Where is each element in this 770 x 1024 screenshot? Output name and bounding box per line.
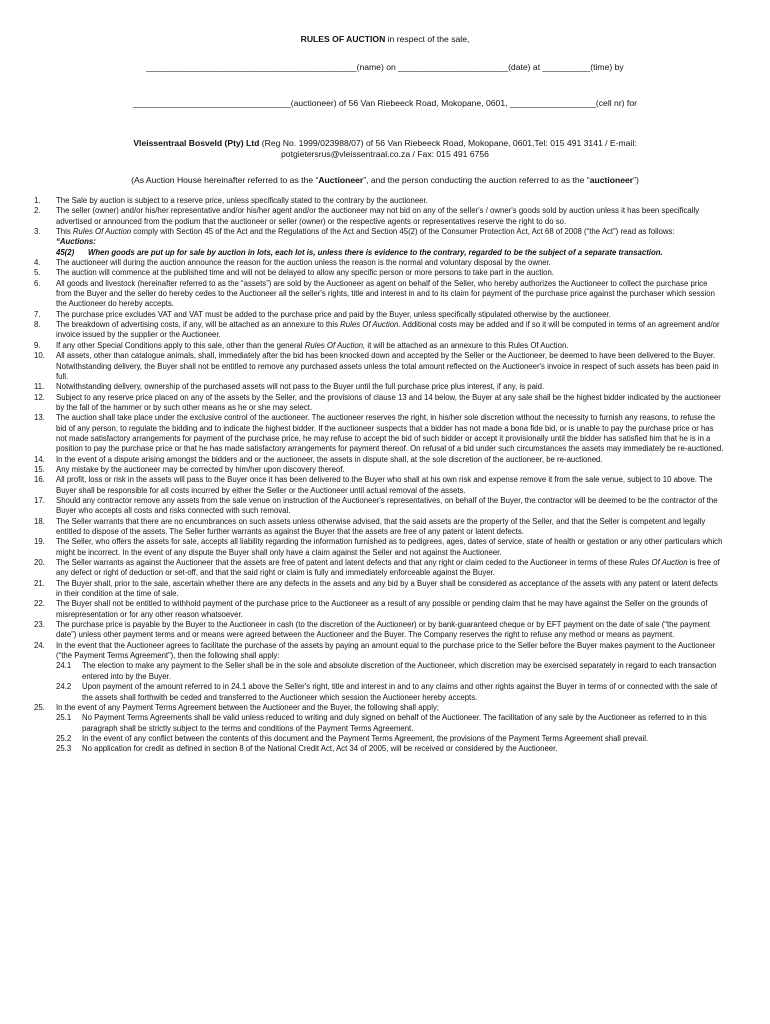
rule-item — [34, 310, 724, 320]
rule-number: 21. — [34, 578, 45, 588]
rule-item — [34, 517, 724, 538]
rule-number: 22. — [34, 599, 45, 609]
rule-text: This — [56, 227, 73, 237]
auctioneer-details-line: _________________________________(auctioneer) of 56 Van Riebeeck Road, Mokopane, 0601, __________________(cell nr) for — [133, 98, 637, 108]
document-title — [0, 34, 770, 44]
quote-heading: “Auctions: — [56, 237, 96, 247]
sub-rule-item — [34, 734, 724, 744]
rule-item — [34, 465, 724, 475]
rule-item — [34, 196, 724, 206]
rule-number: 17. — [34, 495, 45, 505]
rule-text: The Seller warrants that there are no encumbrances on such assets unless otherwise advised, that the said assets are the property of the Seller, and that the Seller is competent and legally entitled to dispose of the assets. The Seller further warrants as against the Buyer that the assets are free of any patent or latent defects. — [56, 516, 706, 536]
rule-text: comply with Section 45 of the Act and the Regulations of the Act and Section 45(2) of the Consumer Protection Act, Act 68 of 2008 (“the Act”) read as follows: — [131, 227, 675, 237]
rule-item — [34, 620, 724, 641]
definition-text: ”, and the person conducting the auction referred to as the “ — [363, 175, 590, 185]
rule-text: The Seller warrants as against the Auctioneer that the assets are free of patent and latent defects and that any right or claim ceded to the Auctioneer in terms of these — [56, 558, 630, 568]
rule-item — [34, 599, 724, 620]
rule-number: 19. — [34, 537, 45, 547]
sale-details-line: ____________________________________________(name) on _______________________(date) at __________(time) by — [146, 62, 624, 72]
rule-text: The auction shall take place under the exclusive control of the auctioneer. The auctioneer reserves the right, in his/her sole discretion without the necessity to furnish any reasons, to refuse the bid of any person, to regulate the bidding and to indicate the highest bidder. If the auctioneer suspects that a bidder has not made a bona fide bid, or is unable to pay the purchase price or has not made satisfactory arrangements for payment of the purchase price, he may refuse to accept the bid of such bidder or accept it provisionally until the bidder has satisfied him that he is in a position to pay the purchase price or that he has made satisfactory arrangements for payment thereof. On refusal of a bid under such circumstances the assets may immediately be re-auctioned. — [56, 413, 724, 454]
rule-item — [34, 382, 724, 392]
rule-item — [34, 206, 724, 227]
sub-rule-number: 24.1 — [56, 661, 72, 671]
rules-list — [34, 196, 724, 755]
rule-item — [34, 475, 724, 496]
company-name: Vleissentraal Bosveld (Pty) Ltd — [133, 138, 260, 148]
sub-rule-item — [34, 682, 724, 703]
rule-item — [34, 579, 724, 600]
rule-text: The breakdown of advertising costs, if any, will be attached as an annexure to this — [56, 320, 341, 330]
rule-text-italic: Rules Of Auction, — [304, 340, 366, 350]
rule-item — [34, 558, 724, 579]
definition-text: (As Auction House hereinafter referred to as the “ — [131, 175, 319, 185]
rule-text: The purchase price is payable by the Buyer to the Auctioneer in cash (to the discretion of the Auctioneer) or by bank-guaranteed cheque or by EFT payment on the date of sale (“the payment date”) unless other payment terms and or means were agreed between the Auctioneer and the Buyer. The Company reserves the right to refuse any method or means as payment. — [56, 620, 710, 640]
title-bold: RULES OF AUCTION — [300, 34, 386, 44]
rule-number: 6. — [34, 278, 41, 288]
title-rest: in respect of the sale, — [385, 34, 470, 44]
rule-text: In the event of a dispute arising amongst the bidders and or the auctioneer, the assets in dispute shall, at the sole discretion of the auctioneer, be re-auctioned. — [56, 454, 603, 464]
definition-term-auctioneer: Auctioneer — [318, 175, 364, 185]
rule-text: Additional costs may be added and if so it will be computed in terms of an agreement and/or invoice issued by the supplier or the Auctioneer. — [56, 320, 720, 340]
rule-number: 9. — [34, 340, 41, 350]
rule-text: Notwithstanding delivery, ownership of the purchased assets will not pass to the Buyer until the full purchase price plus interest, if any, is paid. — [56, 382, 545, 392]
rule-item — [34, 393, 724, 414]
rule-item — [34, 703, 724, 713]
rule-text-italic: Rules Of Auction — [72, 227, 132, 237]
rule-number: 10. — [34, 351, 45, 361]
rule-text: Subject to any reserve price placed on any of the assets by the Seller, and the provisions of clause 13 and 14 below, the Buyer at any sale shall be the highest bidder indicated by the auctioneer by the fall of the hammer or by such other means as he or she may select. — [56, 392, 721, 412]
rule-item — [34, 455, 724, 465]
sub-rule-number: 25.3 — [56, 744, 72, 754]
rule-item — [34, 537, 724, 558]
sub-rule-text: In the event of any conflict between the contents of this document and the Payment Terms Agreement, the provisions of the Payment Terms Agreement shall prevail. — [82, 733, 649, 743]
rule-item — [34, 351, 724, 382]
rule-text: In the event that the Auctioneer agrees to facilitate the purchase of the assets by paying an amount equal to the purchase price to the Seller before the Buyer makes payment to the Auctioneer (“the Payment Terms Agreement”), then the following shall apply: — [56, 640, 716, 661]
rule-number: 15. — [34, 464, 45, 474]
rule-text: The Buyer shall not be entitled to withhold payment of the purchase price to the Auctioneer as a result of any possible or pending claim that he may have against the Seller on the grounds of misrepresentation or for any other reason whatsoever. — [56, 599, 708, 619]
company-line-2: potgietersrus@vleissentraal.co.za / Fax: 015 491 6756 — [281, 149, 489, 159]
rule-number: 1. — [34, 196, 41, 205]
rule-text: If any other Special Conditions apply to this sale, other than the general — [56, 340, 305, 350]
company-block — [80, 138, 690, 160]
rule-text: All assets, other than catalogue animals, shall, immediately after the bid has been knocked down and accepted by the Seller or the Auctioneer, be deemed to have been delivered to the Buyer. Notwithstanding delivery, the Buyer shall not be entitled to remove any purchased assets unless the total amount reflected on the Auctioneer's invoice in respect of such assets has been paid in full. — [56, 351, 719, 381]
sub-rule-number: 25.1 — [56, 713, 72, 723]
rule-number: 14. — [34, 454, 45, 464]
company-details: (Reg No. 1999/023988/07) of 56 Van Riebeeck Road, Mokopane, 0601,Tel: 015 491 3141 / E-mail: — [259, 138, 637, 148]
rule-number: 18. — [34, 516, 45, 526]
rule-text-italic: Rules Of Auction. — [340, 320, 401, 330]
sub-rule-text: Upon payment of the amount referred to in 24.1 above the Seller's right, title and interest in and to any claims and other rights against the Buyer in terms of or connected with the sale of the assets shall forthwith be ceded and transferred to the Auctioneer which session the Auctioneer hereby accepts. — [82, 682, 718, 702]
rule-item — [34, 341, 724, 351]
auction-house-definition — [0, 175, 770, 185]
rule-number: 8. — [34, 320, 41, 330]
definition-text: ”) — [633, 175, 639, 185]
rule-text: it will be attached as an annexure to this Rules Of Auction. — [365, 340, 569, 350]
rule-text: Any mistake by the auctioneer may be corrected by him/her upon discovery thereof. — [56, 464, 345, 474]
rule-text: The auction will commence at the published time and will not be delayed to allow any specific person or more persons to take part in the auction. — [56, 268, 554, 278]
rule-item — [34, 268, 724, 278]
rule-number: 12. — [34, 392, 45, 402]
rule-number: 16. — [34, 475, 45, 485]
rule-item — [34, 413, 724, 454]
sub-rule-number: 24.2 — [56, 682, 72, 692]
sub-rule-item — [34, 713, 724, 734]
rule-text: All goods and livestock (hereinafter referred to as the “assets”) are sold by the Auctioneer as agent on behalf of the Seller, who hereby authorizes the Auctioneer to collect the purchase price from the Buyer and the seller do hereby cedes to the Auctioneer all the seller's rights, title and interest in and to its claim for payment of the purchase price against the purchaser which session the Auctioneer do hereby accepts. — [56, 278, 715, 309]
rule-number: 4. — [34, 258, 41, 268]
rule-text: Should any contractor remove any assets from the sale venue on instruction of the Auctioneer's representatives, on behalf of the Buyer, the contractor will be deemed to be the contractor of the Buyer who accepts all costs and risks connected with such removal. — [56, 495, 718, 516]
rule-text: The purchase price excludes VAT and VAT must be added to the purchase price and paid by the Buyer, unless specifically stipulated otherwise by the auctioneer. — [56, 309, 611, 319]
rule-number: 3. — [34, 227, 41, 237]
company-line-1 — [80, 138, 690, 149]
quote-section-number: 45(2) — [56, 247, 75, 257]
rule-number: 11. — [34, 382, 45, 392]
sub-rule-text: The election to make any payment to the Seller shall be in the sole and absolute discretion of the Auctioneer, which discretion may be exercised separately in regard to each transaction entered into by the Buyer. — [82, 661, 717, 681]
sub-rule-item — [34, 744, 724, 754]
rule-number: 23. — [34, 620, 45, 630]
sub-rule-item — [34, 661, 724, 682]
rule-text: is free of any defect or right of deduction or set-off, and that the said right or claim is fully and immediately enforceable against the Buyer. — [56, 558, 720, 578]
rule-text: The auctioneer will during the auction announce the reason for the auction unless the reason is the normal and voluntary disposal by the owner. — [56, 258, 551, 268]
rule-number: 20. — [34, 558, 45, 568]
rule-text-italic: Rules Of Auction — [629, 558, 688, 568]
quoted-section — [34, 248, 724, 258]
rule-number: 25. — [34, 702, 45, 712]
rule-number: 13. — [34, 413, 45, 423]
sub-rule-text: No application for credit as defined in section 8 of the National Credit Act, Act 34 of 2005, will be received or considered by the Auctioneer. — [82, 744, 558, 754]
rule-item — [34, 279, 724, 310]
rule-text: All profit, loss or risk in the assets will pass to the Buyer once it has been delivered to the Buyer who shall at his own risk and expense remove it from the sale venue, subject to 10 above. The Buyer shall be responsible for all costs incurred by either the Seller or the Auctioneer until actual removal of the assets. — [56, 475, 713, 495]
rule-item — [34, 496, 724, 517]
rule-item — [34, 641, 724, 662]
rule-number: 24. — [34, 640, 45, 650]
rule-text: The Sale by auction is subject to a reserve price, unless specifically stated to the contrary by the auctioneer. — [56, 196, 428, 205]
rule-item — [34, 258, 724, 268]
sub-rule-text: No Payment Terms Agreements shall be valid unless reduced to writing and duly signed on behalf of the Auctioneer. The facilitation of any sale by the Auctioneer as referred to in this paragraph shall be strictly subject to the terms and conditions of the Payment Terms Agreement. — [82, 713, 707, 733]
quote-text: When goods are put up for sale by auction in lots, each lot is, unless there is evidence to the contrary, regarded to be the subject of a separate transaction. — [88, 247, 663, 257]
rule-text: The Buyer shall, prior to the sale, ascertain whether there are any defects in the assets and any bid by a Buyer shall be considered as acceptance of the assets with any patent or latent defects in their condition at the time of sale. — [56, 578, 718, 599]
rule-text: The seller (owner) and/or his/her representative and/or his/her agent and/or the auctioneer may not bid on any of the seller's / owner's goods sold by auction unless it has been specifically advertised or announced from the podium that the auctioneer or seller (owner) or the respective agents or representatives reserve the right to do so. — [56, 206, 700, 226]
rule-number: 5. — [34, 268, 41, 278]
definition-term-auctioneer-person: auctioneer — [589, 175, 634, 185]
rule-item — [34, 320, 724, 341]
rule-text: The Seller, who offers the assets for sale, accepts all liability regarding the information furnished as to pedigrees, ages, dates of service, state of health or gestation or any other particulars which might be incorrect. In the event of any dispute the Buyer shall only have a claim against the Seller and not against the Auctioneer. — [56, 537, 723, 557]
sub-rule-number: 25.2 — [56, 733, 72, 743]
rule-number: 7. — [34, 309, 41, 319]
rule-item — [34, 227, 724, 237]
rule-number: 2. — [34, 206, 41, 216]
rule-text: In the event of any Payment Terms Agreement between the Auctioneer and the Buyer, the following shall apply; — [56, 702, 440, 712]
